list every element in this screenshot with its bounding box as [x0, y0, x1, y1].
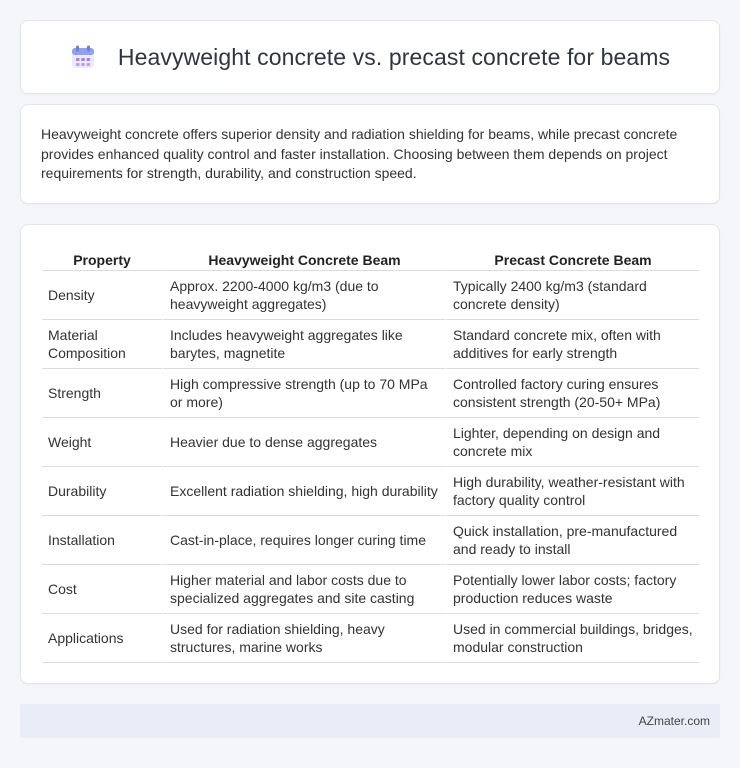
- precast-cell: Standard concrete mix, often with additives for early strength: [445, 320, 699, 369]
- table-row: [42, 369, 699, 418]
- precast-cell: Controlled factory curing ensures consistent strength (20-50+ MPa): [445, 369, 699, 418]
- column-header-heavyweight: Heavyweight Concrete Beam: [162, 245, 445, 271]
- precast-cell: Lighter, depending on design and concrete mix: [445, 418, 699, 467]
- table-row: [42, 320, 699, 369]
- property-cell: Installation: [42, 516, 162, 565]
- heavyweight-cell: High compressive strength (up to 70 MPa or more): [162, 369, 445, 418]
- property-cell: Durability: [42, 467, 162, 516]
- heavyweight-cell: Higher material and labor costs due to specialized aggregates and site casting: [162, 565, 445, 614]
- property-cell: Cost: [42, 565, 162, 614]
- table-row: [42, 418, 699, 467]
- property-cell: Material Composition: [42, 320, 162, 369]
- heavyweight-cell: Excellent radiation shielding, high durability: [162, 467, 445, 516]
- heavyweight-cell: Heavier due to dense aggregates: [162, 418, 445, 467]
- intro-text: Heavyweight concrete offers superior density and radiation shielding for beams, while precast concrete provides enhanced quality control and faster installation. Choosing between them depends on project requirements for strength, durability, and construction speed.: [41, 126, 678, 181]
- heavyweight-cell: Cast-in-place, requires longer curing time: [162, 516, 445, 565]
- heavyweight-cell: Used for radiation shielding, heavy structures, marine works: [162, 614, 445, 663]
- heavyweight-cell: Approx. 2200-4000 kg/m3 (due to heavyweight aggregates): [162, 271, 445, 320]
- column-header-property: Property: [42, 245, 162, 271]
- title-card: [20, 20, 720, 94]
- table-header-row: [42, 245, 699, 271]
- precast-cell: Quick installation, pre-manufactured and ready to install: [445, 516, 699, 565]
- page-title: Heavyweight concrete vs. precast concrete for beams: [117, 43, 671, 70]
- footer: [20, 704, 720, 738]
- property-cell: Applications: [42, 614, 162, 663]
- comparison-table: [42, 245, 699, 663]
- property-cell: Density: [42, 271, 162, 320]
- comparison-table-card: [20, 224, 720, 684]
- column-header-precast: Precast Concrete Beam: [445, 245, 699, 271]
- precast-cell: High durability, weather-resistant with factory quality control: [445, 467, 699, 516]
- heavyweight-cell: Includes heavyweight aggregates like barytes, magnetite: [162, 320, 445, 369]
- precast-cell: Potentially lower labor costs; factory production reduces waste: [445, 565, 699, 614]
- property-cell: Strength: [42, 369, 162, 418]
- precast-cell: Typically 2400 kg/m3 (standard concrete density): [445, 271, 699, 320]
- calendar-icon: [70, 44, 96, 70]
- table-row: [42, 565, 699, 614]
- footer-brand: AZmater.com: [638, 714, 710, 728]
- precast-cell: Used in commercial buildings, bridges, modular construction: [445, 614, 699, 663]
- table-row: [42, 271, 699, 320]
- table-row: [42, 467, 699, 516]
- intro-card: [20, 104, 720, 204]
- table-row: [42, 614, 699, 663]
- property-cell: Weight: [42, 418, 162, 467]
- table-row: [42, 516, 699, 565]
